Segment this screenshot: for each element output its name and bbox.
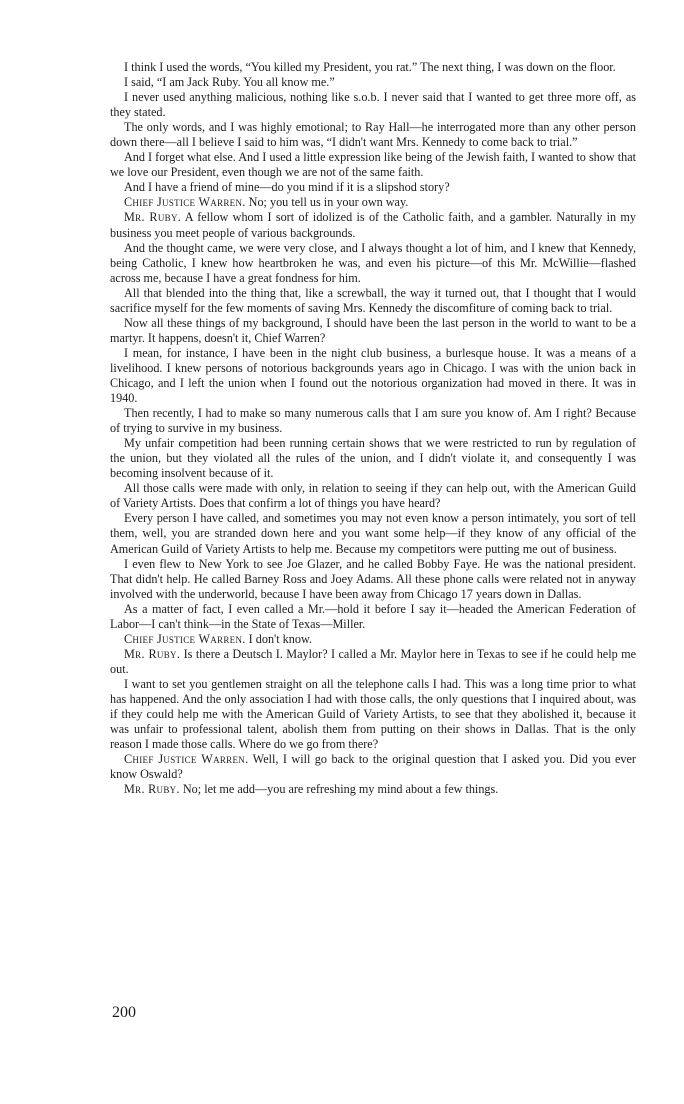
speaker-label: Chief Justice Warren.: [124, 631, 246, 646]
paragraph-text: I think I used the words, “You killed my President, you rat.” The next thing, I was down on the floor.: [124, 60, 616, 74]
speaker-label: Mr. Ruby.: [124, 210, 182, 225]
transcript-paragraph: [110, 406, 636, 436]
paragraph-text: My unfair competition had been running certain shows that we were restricted to run by regulation of the union, but they violated all the rules of the union, and I didn't violate it, and consequently I was becoming insolvent because of it.: [110, 436, 636, 481]
paragraph-text: I mean, for instance, I have been in the night club business, a burlesque house. It was a means of a livelihood. I knew persons of notorious backgrounds years ago in Chicago. I was with the union back in Chicago, and I left the union when I found out the notorious organization had moved in there. It was in 1940.: [110, 345, 636, 406]
transcript-paragraph: [110, 632, 636, 647]
paragraph-text: I never used anything malicious, nothing like s.o.b. I never said that I wanted to get three more off, as they stated.: [110, 90, 636, 120]
transcript-paragraph: [110, 782, 636, 797]
transcript-paragraph: [110, 210, 636, 240]
paragraph-text: Well, I will go back to the original question that I asked you. Did you ever know Oswald?: [110, 752, 636, 782]
speaker-label: Chief Justice Warren.: [124, 195, 246, 210]
transcript-paragraph: [110, 150, 636, 180]
transcript-paragraph: [110, 120, 636, 150]
transcript-paragraph: [110, 752, 636, 782]
paragraph-text: And I forget what else. And I used a little expression like being of the Jewish faith, I wanted to show that we love our President, even though we are not of the same faith.: [110, 150, 636, 180]
transcript-paragraph: [110, 481, 636, 511]
transcript-paragraph: [110, 90, 636, 120]
speaker-label: Chief Justice Warren.: [124, 752, 249, 767]
transcript-paragraph: [110, 602, 636, 632]
paragraph-text: All those calls were made with only, in relation to seeing if they can help out, with the American Guild of Variety Artists. Does that confirm a lot of things you have heard?: [110, 481, 636, 511]
transcript-paragraph: [110, 195, 636, 210]
paragraph-text: A fellow whom I sort of idolized is of the Catholic faith, and a gambler. Naturally in my business you meet people of various backgrounds.: [110, 210, 637, 240]
paragraph-text: All that blended into the thing that, like a screwball, the way it turned out, that I thought that I would sacrifice myself for the few moments of saving Mrs. Kennedy the discomfiture of coming back to trial.: [110, 285, 636, 315]
paragraph-text: I said, “I am Jack Ruby. You all know me.”: [124, 75, 335, 90]
transcript-paragraph: [110, 316, 636, 346]
transcript-paragraph: [110, 647, 636, 677]
paragraph-text: Is there a Deutsch I. Maylor? I called a Mr. Maylor here in Texas to see if he could help me out.: [110, 646, 636, 676]
transcript-paragraph: [110, 511, 636, 556]
paragraph-text: The only words, and I was highly emotional; to Ray Hall—he interrogated more than any other person down there—all I believe I said to him was, “I didn't want Mrs. Kennedy to come back to trial.”: [110, 120, 636, 150]
speaker-label: Mr. Ruby.: [124, 782, 180, 797]
paragraph-text: I want to set you gentlemen straight on all the telephone calls I had. This was a long time prior to what has happened. And the only association I had with those calls, the only questions that I inquired about, was if they could help me with the American Guild of Variety Artists, to see that they abolished it, because it was unfair to professional talent, abolish them from putting on their shows in Dallas. That is the only reason I made those calls. Where do we go from there?: [110, 676, 636, 752]
paragraph-text: No; let me add—you are refreshing my mind about a few things.: [182, 782, 499, 797]
paragraph-text: No; you tell us in your own way.: [248, 195, 409, 210]
transcript-paragraph: [110, 557, 636, 602]
paragraph-text: Then recently, I had to make so many numerous calls that I am sure you know of. Am I right? Because of trying to survive in my business.: [110, 406, 636, 436]
transcript-paragraph: [110, 60, 636, 75]
transcript-paragraph: [110, 436, 636, 481]
page-number: 200: [112, 1004, 136, 1021]
transcript-paragraph: [110, 346, 636, 406]
transcript-paragraph: [110, 677, 636, 752]
paragraph-text: Now all these things of my background, I should have been the last person in the world to want to be a martyr. It happens, doesn't it, Chief Warren?: [110, 315, 636, 345]
paragraph-text: And I have a friend of mine—do you mind if it is a slipshod story?: [124, 180, 450, 195]
transcript-paragraph: [110, 241, 636, 286]
speaker-label: Mr. Ruby.: [124, 646, 181, 661]
transcript-paragraph: [110, 180, 636, 195]
paragraph-text: And the thought came, we were very close, and I always thought a lot of him, and I knew that Kennedy, being Catholic, I knew how heartbroken he was, and even his picture—of this Mr. McWillie—flashed across me, because I have a great fondness for him.: [110, 240, 636, 285]
paragraph-text: As a matter of fact, I even called a Mr.—hold it before I say it—headed the American Federation of Labor—I can't think—in the State of Texas—Miller.: [110, 601, 636, 631]
transcript-paragraph: [110, 75, 636, 90]
transcript-page: [110, 60, 636, 797]
transcript-paragraph: [110, 286, 636, 316]
paragraph-text: Every person I have called, and sometimes you may not even know a person intimately, you sort of tell them, well, you are stranded down here and you want some help—if they know of any official of the American Guild of Variety Artists to help me. Because my competitors were putting me out of business.: [110, 511, 636, 556]
paragraph-text: I don't know.: [248, 631, 313, 646]
paragraph-text: I even flew to New York to see Joe Glazer, and he called Bobby Faye. He was the national president. That didn't help. He called Barney Ross and Joey Adams. All these phone calls were related not in anyway involved with the underworld, because I have been away from Chicago 17 years down in Dallas.: [110, 556, 636, 601]
